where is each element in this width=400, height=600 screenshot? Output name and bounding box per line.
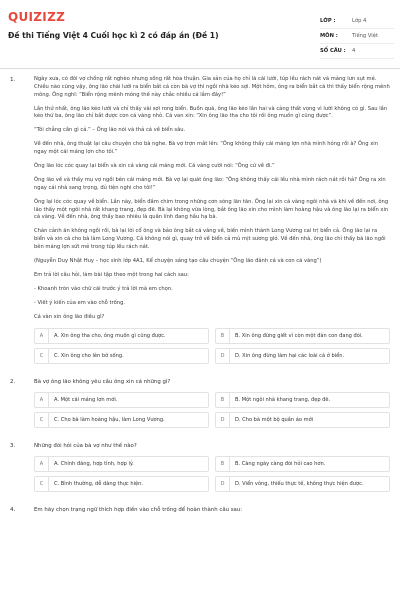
option-a[interactable] — [34, 456, 209, 472]
option-b[interactable] — [215, 328, 390, 344]
question-number: 4. — [10, 506, 16, 513]
option-text: C. Cho bà làm hoàng hậu, làm Long Vương. — [54, 416, 165, 423]
header-divider — [0, 68, 400, 69]
option-letter: A — [35, 457, 49, 471]
passage-paragraph: Ngày xưa, có đôi vợ chồng rất nghèo nhưng sống rất hòa thuận. Gia sản của họ chỉ là cái lưới, túp lều rách nát và mảng lưn sụt mẻ. Chiều nào cũng vậy, ông lão chài lưới ra biển bắt cá còn bà vợ thì ngồi nhà kéo sợi. Một hôm, ông ra biển bắt cá thì thấy biển rộng mênh mông. Ông nghĩ: “Biển rộng mênh mông thế này chắc nhiều cá lắm đây!” — [34, 76, 390, 98]
option-text: B. Xin ông đừng giết vì còn một đàn con đang đói. — [235, 332, 363, 339]
answer-options — [34, 328, 390, 364]
option-c[interactable] — [34, 412, 209, 428]
option-d[interactable] — [215, 412, 390, 428]
question-number: 3. — [10, 442, 16, 449]
question-number: 2. — [10, 378, 16, 385]
option-c[interactable] — [34, 476, 209, 492]
option-text: C. Xin ông cho lên bờ sống. — [54, 352, 124, 359]
option-text: D. Viển vông, thiếu thực tế, không thực hiện được. — [235, 480, 364, 487]
quizizz-logo[interactable]: QUIZIZZ — [8, 10, 66, 24]
passage-paragraph: Lần thứ nhất, ông lão kéo lưới và chỉ thấy vài sợi rong biển. Buồn quá, ông lão kéo lần hai và cảng thất vọng vì lưới không có gì. Sau lần kéo thứ ba, ông lão chỉ bắt được con cá vàng nhỏ. Cá van xin: “Xin ông lão tha cho tôi rồi ông muốn gì cũng được”. — [34, 105, 388, 120]
question-stem: Bà vợ ông lão không yêu cầu ông xin cá những gì? — [34, 378, 171, 385]
option-text: D. Cho bà một bộ quần áo mới — [235, 416, 314, 423]
meta-row-subject — [320, 29, 394, 44]
meta-value: Lớp 4 — [352, 18, 367, 24]
option-d[interactable] — [215, 476, 390, 492]
passage-paragraph: “Tôi chẳng cần gì cả.” – Ông lão nói và thả cá về biển sâu. — [34, 127, 186, 134]
option-letter: D — [216, 413, 230, 427]
option-letter: B — [216, 457, 230, 471]
question-1 — [0, 76, 400, 364]
meta-row-grade — [320, 14, 394, 29]
meta-key: LỚP : — [320, 18, 336, 24]
option-letter: B — [216, 329, 230, 343]
answer-options — [34, 456, 390, 492]
option-text: A. Xin ông tha cho, ông muốn gì cũng được. — [54, 332, 166, 339]
option-letter: C — [35, 413, 49, 427]
option-a[interactable] — [34, 328, 209, 344]
question-stem: Cá vàn xin ông lão điều gì? — [34, 313, 105, 320]
passage-paragraph: Ông lão về và thấy mụ vợ ngồi bên cái máng mới. Bà vợ lại quát ông lão: “Ông không thấy cái lều nhà mình rách nát rồi hả? Ông ra xin ngay cái nhà sang trọng, đủ tiện nghi cho tôi!” — [34, 177, 386, 191]
answer-options — [34, 392, 390, 428]
passage-paragraph: Ông lão lóc cóc quay lại biển và xin cá vàng cái máng mới. Cá vàng cười nói: “Ông cứ về đi.” — [34, 163, 275, 170]
instruction: Em trả lời câu hỏi, làm bài tập theo một trong hai cách sau: — [34, 272, 189, 279]
option-c[interactable] — [34, 348, 209, 364]
meta-row-question-count — [320, 44, 394, 59]
meta-value: Tiếng Việt — [352, 33, 378, 39]
meta-value: 4 — [352, 48, 356, 54]
option-letter: D — [216, 349, 230, 363]
option-text: B. Một ngôi nhà khang trang, đẹp đẽ. — [235, 396, 331, 403]
passage-paragraph: Về đến nhà, ông thuật lại câu chuyện cho bà nghe. Bà vợ trợn mắt lên: “Ông không thấy cái máng lợn nhà mình hỏng rồi à? Ông xin ngay một cái máng lợn cho tôi.” — [34, 141, 379, 156]
option-text: B. Càng ngày càng đòi hỏi cao hơn. — [235, 460, 326, 467]
option-letter: A — [35, 329, 49, 343]
meta-key: SỐ CÂU : — [320, 48, 346, 54]
question-4 — [0, 506, 400, 514]
option-letter: B — [216, 393, 230, 407]
option-letter: C — [35, 477, 49, 491]
option-d[interactable] — [215, 348, 390, 364]
option-text: C. Bình thường, dễ dàng thực hiện. — [54, 480, 143, 487]
option-text: A. Một cái máng lợn mới. — [54, 396, 118, 403]
question-number: 1. — [10, 77, 16, 83]
option-text: A. Chính đáng, hợp tình, hợp lý. — [54, 460, 134, 467]
instruction: - Viết ý kiến của em vào chỗ trống. — [34, 300, 126, 306]
meta-key: MÔN : — [320, 33, 338, 39]
option-a[interactable] — [34, 392, 209, 408]
option-b[interactable] — [215, 392, 390, 408]
passage-source: (Nguyễn Duy Nhật Huy – học sinh lớp 4A1, Kể chuyện sáng tạo câu chuyện “Ông lão đánh cá và con cá vàng”) — [34, 258, 322, 265]
question-stem: Em hãy chọn trạng ngữ thích hợp điền vào chỗ trống để hoàn thành câu sau: — [34, 506, 243, 513]
instruction: - Khoanh tròn vào chữ cái trước ý trả lời mà em chọn. — [34, 286, 173, 293]
question-list — [0, 76, 400, 520]
option-b[interactable] — [215, 456, 390, 472]
option-letter: C — [35, 349, 49, 363]
header — [0, 0, 400, 68]
passage-paragraph: Ông lại lóc cóc quay về biển. Lần này, biển đầm chim trong những cơn sóng lăn tăn. Ông lại xin cá vàng ngôi nhà và khi về đến nơi, ông lão thấy một ngôi nhà rất khang trang, đẹp đẽ. Bà lại không vừa lòng, bắt ông lão xin cho mình làm hoàng hậu và ông lão lại ra biển xin cá vàng. Về đến nhà, ông thấy bao nhiêu là quân lính đang hầu hạ bà. — [34, 198, 389, 221]
option-text: D. Xin ông đừng làm hại các loài cá ở biển. — [235, 352, 345, 359]
question-3 — [0, 442, 400, 492]
question-2 — [0, 378, 400, 428]
option-letter: D — [216, 477, 230, 491]
meta-table — [320, 14, 394, 59]
option-letter: A — [35, 393, 49, 407]
question-stem: Những đòi hỏi của bà vợ như thế nào? — [34, 442, 137, 449]
page-title: Đề thi Tiếng Việt 4 Cuối học kì 2 có đáp án (Đề 1) — [8, 31, 219, 40]
passage-paragraph: Chán cảnh ăn không ngồi rồi, bà lại lôi cổ ông và bảo ông bắt cá vàng về, biến mình thành Long Vương cai trị biển cả. Ông lão lại ra biển và xin cá cho bà làm Long Vương. Cá không nói gì, quay trở về biển cả mù mịt sương gió. Về đến nhà, ông lão chỉ thấy bà lão ngồi bên máng lợn sứt mẻ trong túp lều rách nát. — [34, 228, 386, 251]
